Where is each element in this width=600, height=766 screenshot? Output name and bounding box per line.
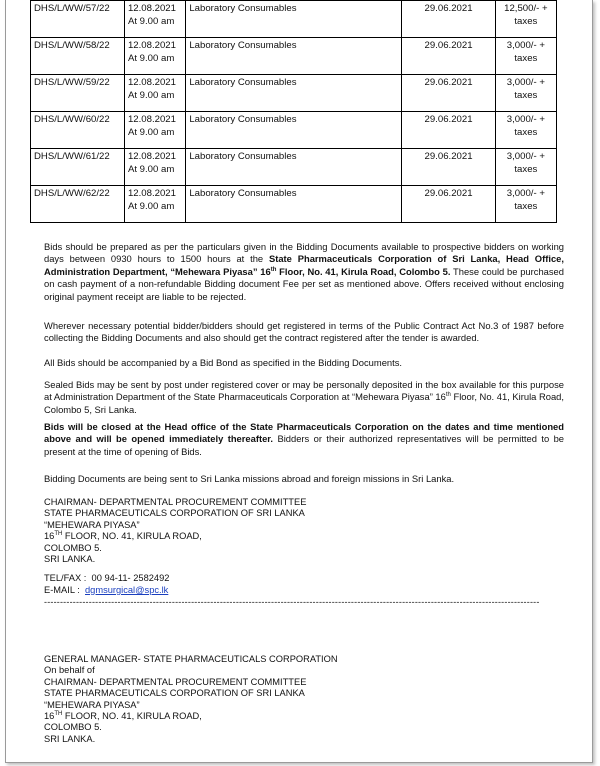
email-link[interactable]: dgmsurgical@spc.lk bbox=[85, 584, 169, 595]
tender-ref: DHS/L/WW/58/22 bbox=[31, 38, 125, 75]
item-description: Laboratory Consumables bbox=[186, 186, 402, 223]
opening-date: 12.08.2021 At 9.00 am bbox=[124, 149, 185, 186]
document-fee: 3,000/- + taxes bbox=[495, 186, 556, 223]
opening-date: 12.08.2021 At 9.00 am bbox=[124, 1, 185, 38]
item-description: Laboratory Consumables bbox=[186, 149, 402, 186]
document-fee: 3,000/- + taxes bbox=[495, 75, 556, 112]
opening-date: 12.08.2021 At 9.00 am bbox=[124, 38, 185, 75]
table-row bbox=[31, 186, 557, 223]
tender-table bbox=[30, 0, 557, 223]
closing-date: 29.06.2021 bbox=[402, 186, 495, 223]
table-row bbox=[31, 1, 557, 38]
opening-date: 12.08.2021 At 9.00 am bbox=[124, 75, 185, 112]
sealed-bids-paragraph: Sealed Bids may be sent by post under registered cover or may be personally deposited in the box available for this purpose at Administration Department of the State Pharmaceuticals Corporation at “Mehewara Piyasa” 16th Floor, No. 41, Kirula Road, Colombo 5, Sri Lanka. bbox=[44, 379, 564, 415]
opening-date: 12.08.2021 At 9.00 am bbox=[124, 186, 185, 223]
missions-paragraph: Bidding Documents are being sent to Sri Lanka missions abroad and foreign missions in Sri Lanka. bbox=[44, 473, 455, 484]
item-description: Laboratory Consumables bbox=[186, 38, 402, 75]
closing-date: 29.06.2021 bbox=[402, 149, 495, 186]
tender-ref: DHS/L/WW/57/22 bbox=[31, 1, 125, 38]
closing-date: 29.06.2021 bbox=[402, 75, 495, 112]
document-fee: 3,000/- + taxes bbox=[495, 38, 556, 75]
item-description: Laboratory Consumables bbox=[186, 1, 402, 38]
closing-paragraph: Bids will be closed at the Head office of the State Pharmaceuticals Corporation on the dates and time mentioned above and will be opened immediately thereafter. Bidders or their authorized representatives will be permitted to be present at the time of opening of Bids. bbox=[44, 421, 565, 457]
table-row bbox=[31, 75, 557, 112]
chairman-address: CHAIRMAN- DEPARTMENTAL PROCUREMENT COMMITTEE STATE PHARMACEUTICALS CORPORATION OF SRI LANKA “MEHEWARA PIYASA” 16TH FLOOR, NO. 41, KIRULA ROAD, COLOMBO 5. SRI LANKA. TEL/FAX : 00 94-11- 2582492 E-MAIL : dgmsurgical@spc.lk bbox=[44, 497, 307, 595]
document-fee: 3,000/- + taxes bbox=[495, 149, 556, 186]
tender-ref: DHS/L/WW/60/22 bbox=[31, 112, 125, 149]
item-description: Laboratory Consumables bbox=[186, 112, 402, 149]
separator-line: ----------------------------------------------------------------------------------------------------------------------------------------------------------- bbox=[44, 597, 540, 607]
bid-bond-paragraph: All Bids should be accompanied by a Bid Bond as specified in the Bidding Documents. bbox=[44, 357, 403, 368]
document-fee: 3,000/- + taxes bbox=[495, 112, 556, 149]
document-fee: 12,500/- + taxes bbox=[495, 1, 556, 38]
table-row bbox=[31, 112, 557, 149]
tender-ref: DHS/L/WW/62/22 bbox=[31, 186, 125, 223]
opening-date: 12.08.2021 At 9.00 am bbox=[124, 112, 185, 149]
table-row bbox=[31, 38, 557, 75]
tender-ref: DHS/L/WW/61/22 bbox=[31, 149, 125, 186]
tel-number: 00 94-11- 2582492 bbox=[91, 573, 170, 584]
closing-date: 29.06.2021 bbox=[402, 1, 495, 38]
table-row bbox=[31, 149, 557, 186]
bidding-paragraph: Bids should be prepared as per the particulars given in the Bidding Documents available to prospective bidders on working days between 0930 hours to 1500 hours at the State Pharmaceuticals Corporation of Sri Lanka, Head Office, Administration Department, “Mehewara Piyasa” 16th Floor, No. 41, Kirula Road, Colombo 5. These could be purchased on cash payment of a non-refundable Bidding document Fee per set as mentioned above. Offers received without enclosing original payment receipt are liable to be rejected. bbox=[44, 241, 564, 302]
registration-paragraph: Wherever necessary potential bidder/bidders should get registered in terms of the Public Contract Act No.3 of 1987 before collecting the Bidding Documents and also should get the contract registered after the tender is awarded. bbox=[44, 320, 564, 344]
tender-ref: DHS/L/WW/59/22 bbox=[31, 75, 125, 112]
closing-date: 29.06.2021 bbox=[402, 38, 495, 75]
item-description: Laboratory Consumables bbox=[186, 75, 402, 112]
general-manager-address: GENERAL MANAGER- STATE PHARMACEUTICALS CORPORATION On behalf of CHAIRMAN- DEPARTMENTAL PROCUREMENT COMMITTEE STATE PHARMACEUTICALS CORPORATION OF SRI LANKA “MEHEWARA PIYASA” 16TH FLOOR, NO. 41, KIRULA ROAD, COLOMBO 5. SRI LANKA. bbox=[44, 654, 338, 744]
closing-date: 29.06.2021 bbox=[402, 112, 495, 149]
